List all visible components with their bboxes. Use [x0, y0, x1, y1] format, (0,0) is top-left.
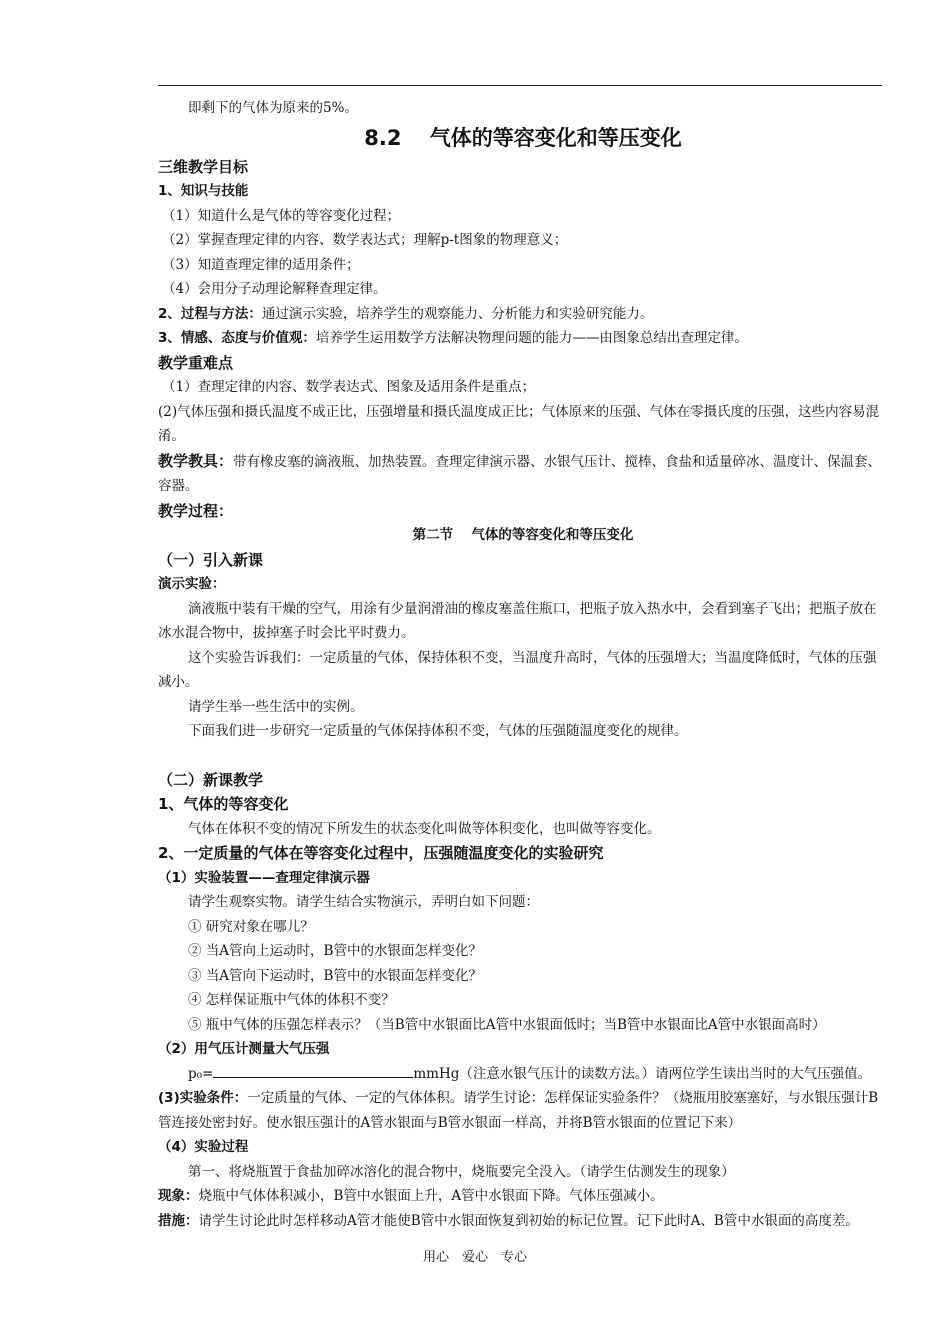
conditions-text: 一定质量的气体、一定的气体体积。请学生讨论：怎样保证实验条件？（烧瓶用胶塞塞好，与水银压强计B管连接处密封好。使水银压强计的A管水银面与B管水银面一样高，并将B管水银面的位置记下来） [158, 1090, 879, 1131]
knowledge-item-4: （4）会用分子动理论解释查理定律。 [162, 281, 387, 297]
section-title: 第二节 气体的等容变化和等压变化 [412, 527, 634, 543]
knowledge-item-2: （2）掌握查理定律的内容、数学表达式；理解p-t图象的物理意义； [162, 232, 568, 248]
process-heading: 教学过程： [158, 501, 234, 520]
experiment-heading: 2、一定质量的气体在等容变化过程中，压强随温度变化的实验研究 [158, 844, 604, 862]
isochoric-heading: 1、气体的等容变化 [158, 795, 289, 813]
procedure-step-1: 第一、将烧瓶置于食盐加碎冰溶化的混合物中，烧瓶要完全没入。（请学生估测发生的现象） [188, 1163, 735, 1180]
question-3: ③ 当A管向下运动时，B管中的水银面怎样变化？ [188, 967, 482, 984]
measure-line [158, 1209, 888, 1234]
key-point-2: (2)气体压强和摄氏温度不成正比，压强增量和摄氏温度成正比；气体原来的压强、气体在零摄氏度的压强，这些内容易混淆。 [158, 403, 880, 444]
new-lesson-heading: （二）新课教学 [158, 770, 264, 789]
intro-paragraph-2: 这个实验告诉我们：一定质量的气体，保持体积不变，当温度升高时，气体的压强增大；当温度降低时，气体的压强减小。 [158, 649, 877, 690]
barometer-heading: （2）用气压计测量大气压强 [158, 1041, 330, 1057]
intro-paragraph-1: 滴液瓶中装有干燥的空气，用涂有少量润滑油的橡皮塞盖住瓶口，把瓶子放入热水中，会看到塞子飞出；把瓶子放在冰水混合物中，拔掉塞子时会比平时费力。 [158, 600, 877, 641]
procedure-heading: （4）实验过程 [158, 1139, 249, 1155]
intro-paragraph-3: 请学生举一些生活中的实例。 [188, 698, 364, 715]
tools-line [158, 449, 888, 499]
emotion-label: 3、情感、态度与价值观： [158, 330, 316, 346]
measure-text: 请学生讨论此时怎样移动A管才能使B管中水银面恢复到初始的标记位置。记下此时A、B管中水银面的高度差。 [198, 1212, 859, 1229]
header-rule [158, 85, 882, 86]
tools-text: 带有橡皮塞的滴液瓶、加热装置。查理定律演示器、水银气压计、搅棒、食盐和适量碎冰、温度计、保温套、容器。 [158, 453, 882, 494]
apparatus-intro: 请学生观察实物。请学生结合实物演示，弄明白如下问题： [188, 894, 539, 910]
section-spacer [158, 744, 888, 768]
intro-paragraph-4: 下面我们进一步研究一定质量的气体保持体积不变，气体的压强随温度变化的规律。 [188, 723, 688, 739]
demo-label: 演示实验： [158, 576, 226, 592]
question-4: ④ 怎样保证瓶中气体的体积不变？ [188, 992, 395, 1008]
intro-heading: （一）引入新课 [158, 550, 264, 569]
carryover-line: 即剩下的气体为原来的5%。 [188, 100, 358, 116]
knowledge-item-3: （3）知道查理定律的适用条件； [162, 256, 360, 273]
goals-heading: 三维教学目标 [158, 157, 249, 176]
question-5: ⑤ 瓶中气体的压强怎样表示？（当B管中水银面比A管中水银面低时；当B管中水银面比A管中水银面高时） [188, 1016, 826, 1033]
phenomenon-line [158, 1184, 888, 1209]
measure-label: 措施： [158, 1212, 199, 1229]
isochoric-definition: 气体在体积不变的情况下所发生的状态变化叫做等体积变化，也叫做等容变化。 [188, 820, 661, 837]
key-point-1: （1）查理定律的内容、数学表达式、图象及适用条件是重点； [162, 379, 536, 395]
apparatus-heading: （1）实验装置——查理定律演示器 [158, 869, 370, 886]
page-footer: 用心 爱心 专心 [422, 1250, 527, 1265]
emotion-line [158, 326, 888, 351]
lesson-title: 8.2 气体的等容变化和等压变化 [364, 125, 682, 150]
knowledge-item-1: （1）知道什么是气体的等容变化过程； [162, 207, 401, 224]
conditions-paragraph [158, 1086, 888, 1135]
p0-label: p₀= [188, 1065, 214, 1082]
p0-line [158, 1062, 888, 1087]
knowledge-heading: 1、知识与技能 [158, 183, 249, 199]
question-1: ① 研究对象在哪儿？ [188, 918, 314, 935]
question-2: ② 当A管向上运动时，B管中的水银面怎样变化？ [188, 943, 482, 959]
phenomenon-text: 烧瓶中气体体积减小，B管中水银面上升，A管中水银面下降。气体压强减小。 [198, 1188, 664, 1204]
conditions-label: (3)实验条件： [158, 1090, 248, 1106]
p0-blank [213, 1063, 413, 1078]
p0-suffix: mmHg（注意水银气压计的读数方法。）请两位学生读出当时的大气压强值。 [413, 1065, 872, 1082]
emotion-text: 培养学生运用数学方法解决物理问题的能力——由图象总结出查理定律。 [315, 330, 748, 346]
phenomenon-label: 现象： [158, 1188, 199, 1204]
tools-label: 教学教具： [158, 451, 234, 470]
document-body [158, 96, 888, 1233]
process-method-line [158, 302, 888, 327]
process-method-text: 通过演示实验，培养学生的观察能力、分析能力和实验研究能力。 [261, 305, 654, 322]
key-points-heading: 教学重难点 [158, 353, 234, 372]
process-method-label: 2、过程与方法： [158, 305, 262, 322]
